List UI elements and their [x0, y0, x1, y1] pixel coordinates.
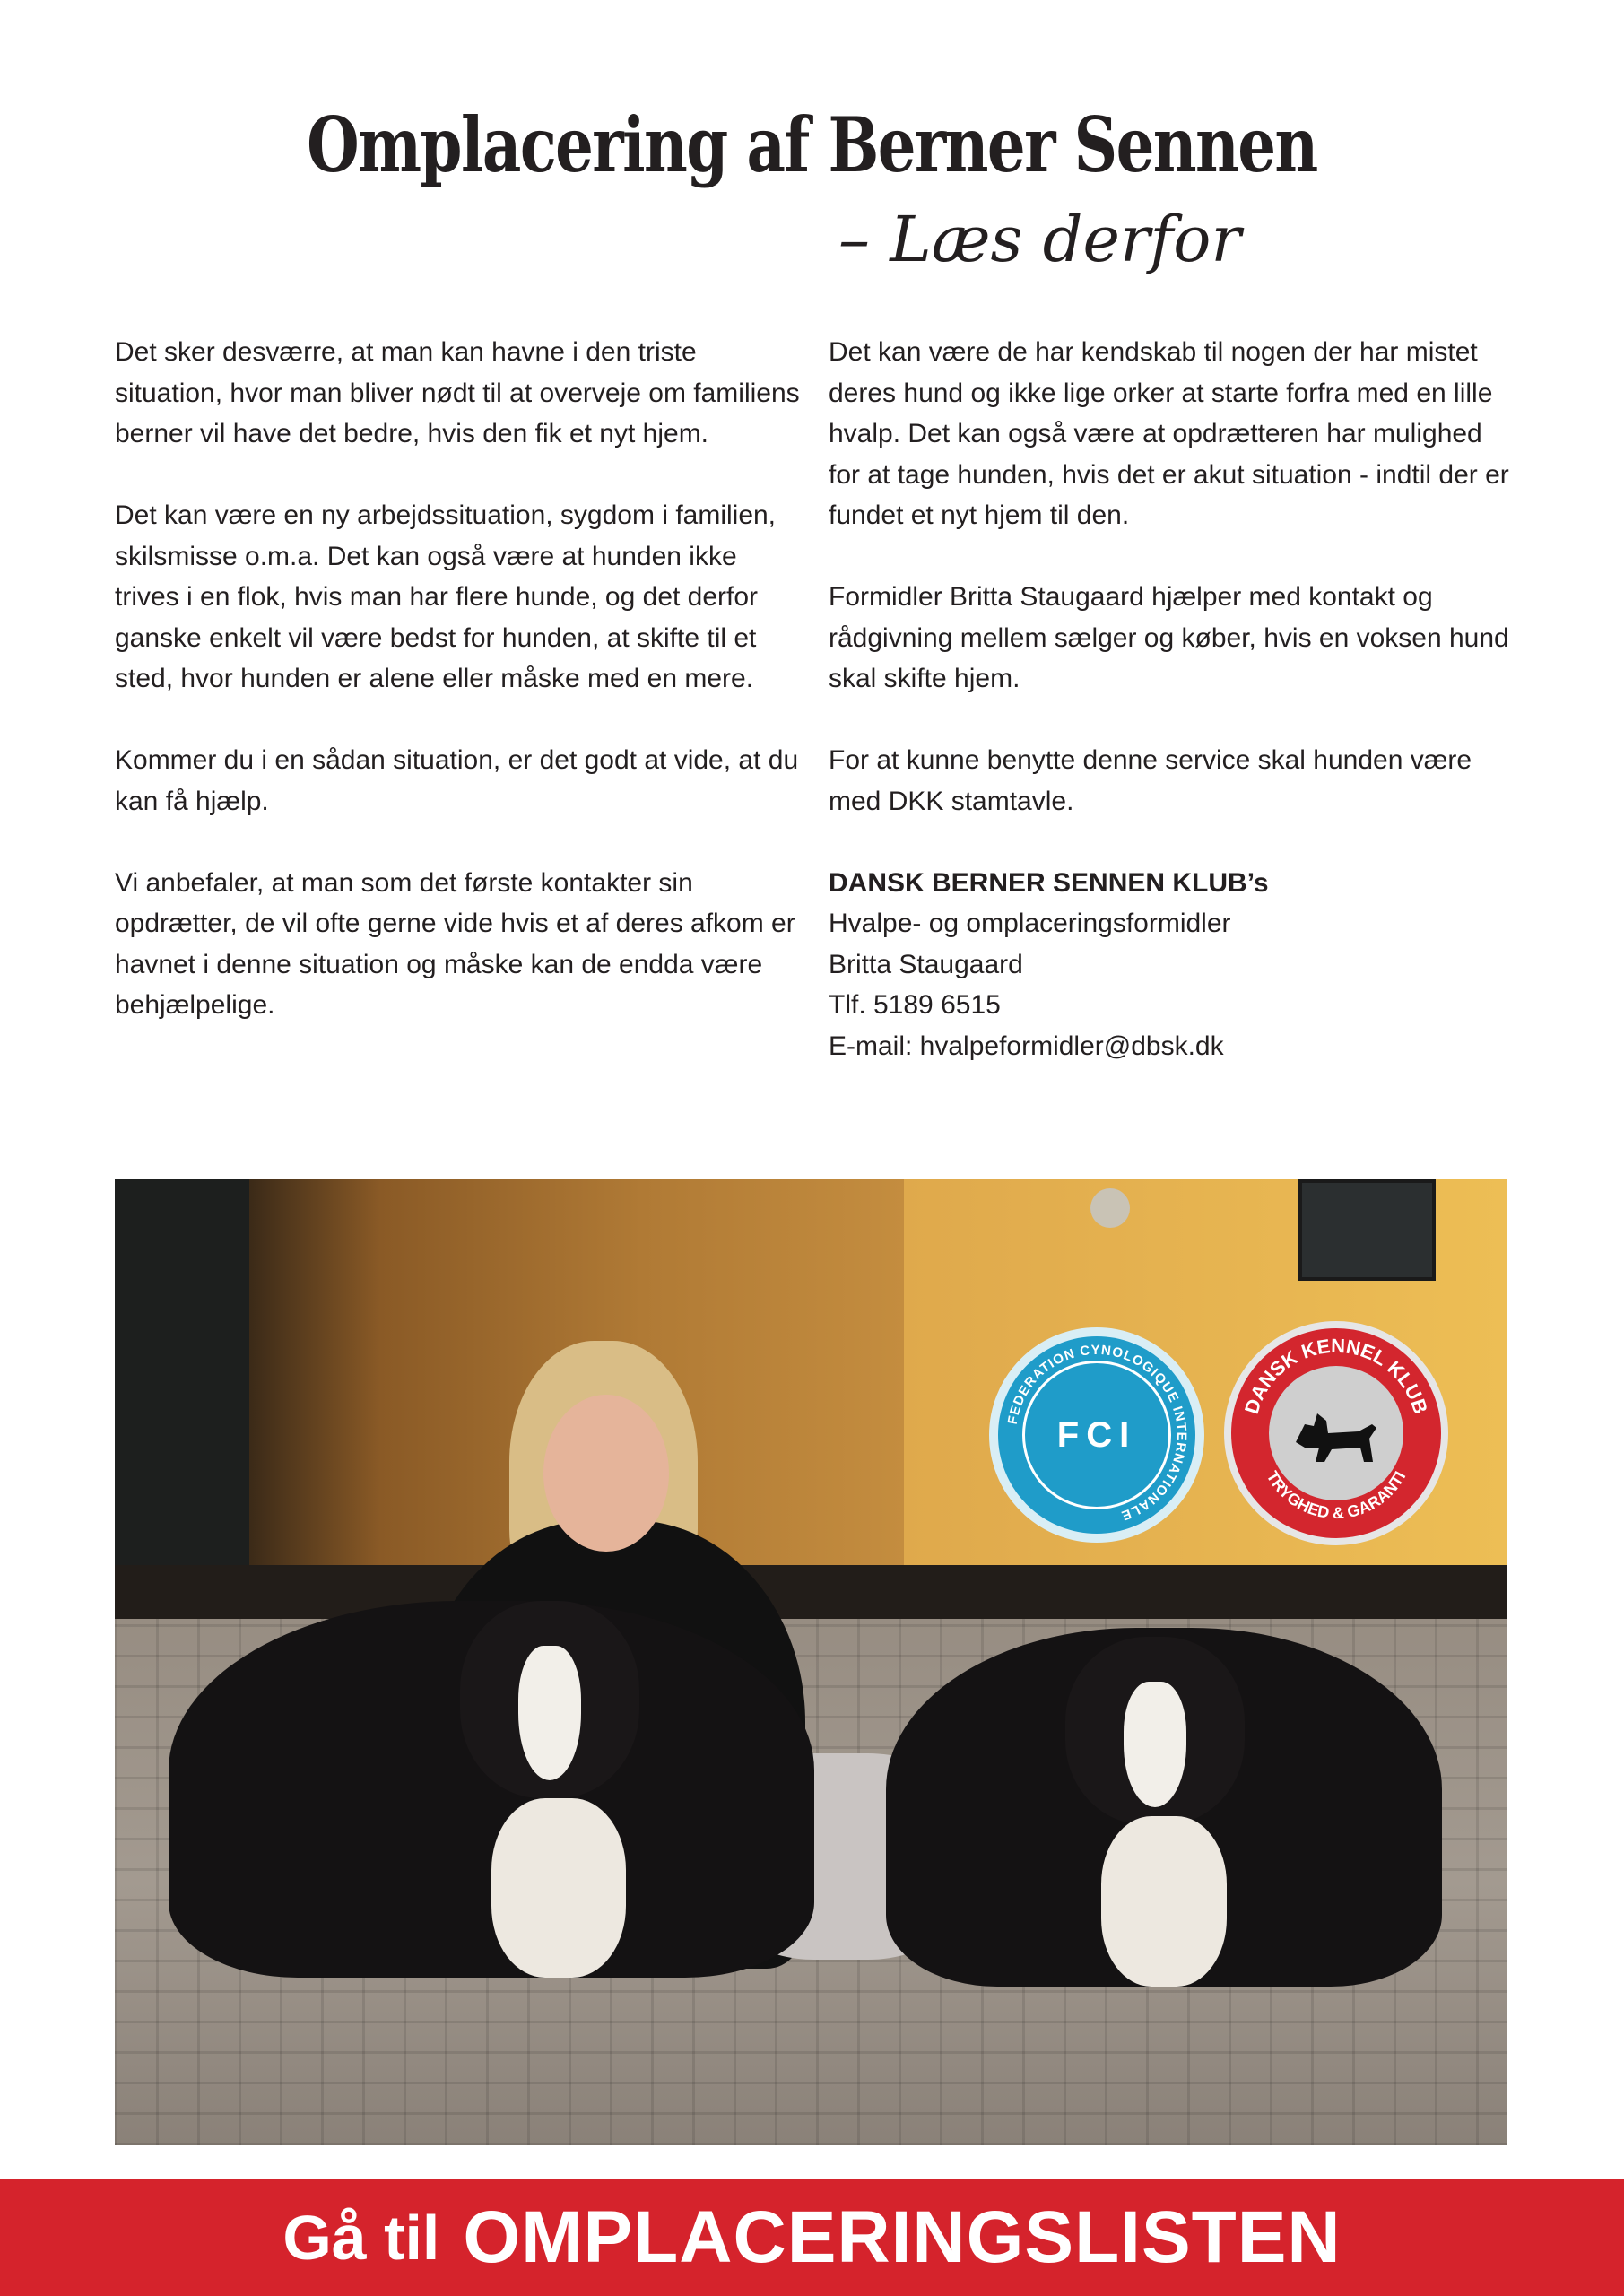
banner-lead-text: Gå til	[282, 2203, 440, 2273]
left-text-column	[115, 332, 805, 1066]
fci-logo	[989, 1327, 1204, 1543]
paragraph: Kommer du i en sådan situation, er det godt at vide, at du kan få hjælp.	[115, 745, 799, 816]
photo-dog-left-chest	[491, 1798, 626, 1978]
photo-person-face	[543, 1395, 669, 1552]
contact-phone[interactable]: Tlf. 5189 6515	[829, 990, 1001, 1020]
contact-name: Britta Staugaard	[829, 949, 1023, 979]
right-text-column	[829, 332, 1519, 1066]
paragraph: Det kan være de har kendskab til nogen der har mistet deres hund og ikke lige orker at starte forfra med en lille hvalp. Det kan også være at opdrætteren har mulighed for at tage hunden, hvis det er akut situation - indtil der er fundet et nyt hjem til den.	[829, 337, 1509, 530]
contact-email[interactable]: E-mail: hvalpeformidler@dbsk.dk	[829, 1031, 1224, 1061]
photo-dog-right-blaze	[1124, 1682, 1186, 1807]
contact-role: Hvalpe- og omplaceringsformidler	[829, 909, 1231, 938]
svg-text:DANSK KENNEL KLUB: DANSK KENNEL KLUB	[1239, 1334, 1433, 1417]
photo-plinth	[115, 1565, 1507, 1619]
photo-lamp	[1090, 1188, 1130, 1228]
hero-photo	[115, 1179, 1507, 2145]
contact-org: DANSK BERNER SENNEN KLUB’s	[829, 867, 1269, 898]
dkk-logo	[1224, 1321, 1448, 1545]
paragraph: Det sker desværre, at man kan havne i den triste situation, hvor man bliver nødt til at overveje om familiens berner vil have det bedre, hvis den fik et nyt hjem.	[115, 337, 800, 448]
go-to-list-banner[interactable]	[0, 2179, 1624, 2296]
photo-dog-right-chest	[1101, 1816, 1227, 1987]
paragraph: Formidler Britta Staugaard hjælper med kontakt og rådgivning mellem sælger og køber, hvis en voksen hund skal skifte hjem.	[829, 582, 1509, 693]
photo-window	[1298, 1179, 1436, 1281]
contact-block	[829, 863, 1519, 1067]
fci-ring-text	[998, 1336, 1195, 1534]
page-title: Omplacering af Berner Sennen	[307, 100, 1317, 189]
dkk-ring-text	[1231, 1328, 1441, 1538]
photo-wall-dark	[115, 1179, 249, 1628]
banner-link-text: OMPLACERINGSLISTEN	[463, 2196, 1342, 2278]
page-subtitle: – Læs derfor	[838, 203, 1241, 276]
fci-center-text: FCI	[1056, 1414, 1137, 1455]
paragraph: For at kunne benytte denne service skal hunden være med DKK stamtavle.	[829, 745, 1472, 816]
svg-text:FEDERATION CYNOLOGIQUE INTERNA: FEDERATION CYNOLOGIQUE INTERNATIONALE	[1004, 1342, 1190, 1524]
svg-text:TRYGHED & GARANTI: TRYGHED & GARANTI	[1263, 1467, 1410, 1523]
paragraph: Det kan være en ny arbejdssituation, sygdom i familien, skilsmisse o.m.a. Det kan også være at hunden ikke trives i en flok, hvis man har flere hunde, og det derfor ganske enkelt vil være bedst for hunden, at skifte til et sted, hvor hunden er alene eller måske med en mere.	[115, 500, 777, 693]
photo-dog-left-blaze	[518, 1646, 581, 1780]
paragraph: Vi anbefaler, at man som det første kontakter sin opdrætter, de vil ofte gerne vide hvis et af deres afkom er havnet i denne situation og måske kan de endda være behjælpelige.	[115, 867, 795, 1020]
